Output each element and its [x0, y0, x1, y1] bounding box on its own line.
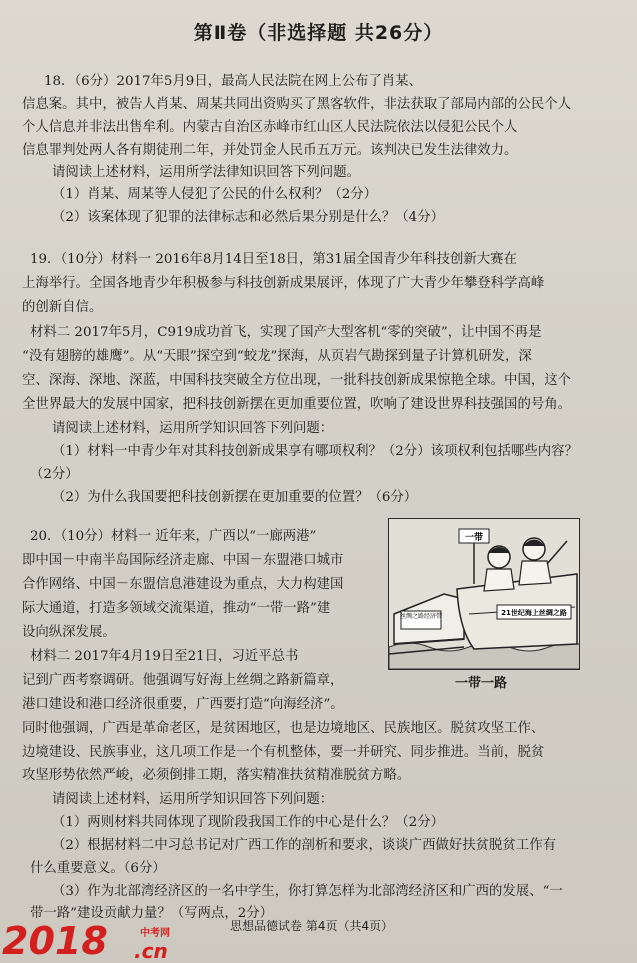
q18-line-2: 信息案。其中，被告人肖某、周某共同出资购买了黑客软件，非法获取了部局内部的公民个人 — [22, 97, 572, 112]
logo-sub-text: 中考网 — [140, 928, 170, 939]
q19-material-2-line-1: 材料二 2017年5月，C919成功首飞，实现了国产大型客机“零的突破”，让中国不再是 — [30, 325, 542, 340]
q19-material-2-line-2: “没有翅膀的雄鹰”。从“天眼”探空到“蛟龙”探海，从页岩气勘探到量子计算机研发，深 — [22, 349, 532, 364]
q20-line-3: 合作网络、中国－东盟信息港建设为重点，大力构建国 — [22, 577, 344, 592]
site-logo — [0, 920, 200, 963]
q18-line-4: 信息罪判处两人各有期徒刑二年，并处罚金人民币五万元。该判决已发生法律效力。 — [22, 143, 518, 158]
q19-material-2-line-4: 全世界最大的发展中国家，把科技创新摆在更加重要位置，吹响了建设世界科技强国的号角。 — [22, 397, 572, 412]
flag-label: 一带 — [464, 533, 484, 543]
cartoon-caption: 一带一路 — [455, 676, 508, 691]
q18-line-3: 个人信息并非法出售牟利。内蒙古自治区赤峰市红山区人民法院依法以侵犯公民个人 — [22, 120, 518, 135]
q20-question-3: （3）作为北部湾经济区的一名中学生，你打算怎样为北部湾经济区和广西的发展、“一 — [52, 884, 563, 899]
q20-line-2: 即中国－中南半岛国际经济走廊、中国－东盟港口城市 — [22, 553, 344, 568]
q20-material-2-line-5: 边境建设、民族事业，这几项工作是一个有机整体，要一并研究、同步推进。当前，脱贫 — [22, 745, 545, 760]
q20-material-2-line-3: 港口建设和港口经济很重要，广西要打造“向海经济”。 — [22, 697, 344, 712]
q18-line-1: 18．（6分）2017年5月9日，最高人民法院在网上公布了肖某、 — [44, 74, 422, 89]
q20-question-1: （1）两则材料共同体现了现阶段我国工作的中心是什么？（2分） — [52, 815, 444, 830]
ship-label: 21世纪海上丝绸之路 — [501, 609, 567, 617]
q19-line-3: 的创新自信。 — [22, 300, 103, 315]
logo-suffix-text: .cn — [134, 939, 168, 963]
belt-road-cartoon — [388, 518, 580, 670]
q18-question-1: （1）肖某、周某等人侵犯了公民的什么权利？（2分） — [52, 187, 378, 202]
footer-bar — [0, 920, 637, 963]
section-title: 第Ⅱ卷（非选择题 共26分） — [193, 22, 444, 44]
q20-line-5: 设向纵深发展。 — [22, 625, 116, 640]
q19-instruction: 请阅读上述材料，运用所学知识回答下列问题： — [52, 421, 334, 436]
logo-main-text: 2018 — [2, 920, 108, 963]
q18-question-2: （2）该案体现了犯罪的法律标志和必然后果分别是什么？（4分） — [52, 210, 444, 225]
q20-question-2: （2）根据材料二中习总书记对广西工作的剖析和要求，谈谈广西做好扶贫脱贫工作有 — [52, 838, 556, 853]
q19-line-1: 19．（10分）材料一 2016年8月14日至18日，第31届全国青少年科技创新大赛在 — [30, 252, 517, 267]
q20-line-1: 20．（10分）材料一 近年来，广西以“一廊两港” — [30, 529, 317, 544]
q20-material-2-line-4: 同时他强调，广西是革命老区，是贫困地区，也是边境地区、民族地区。脱贫攻坚工作、 — [22, 721, 545, 736]
q18-line-5: 请阅读上述材料，运用所学法律知识回答下列问题。 — [52, 165, 360, 180]
q20-material-2-line-1: 材料二 2017年4月19日至21日，习近平总书 — [30, 649, 299, 664]
q20-material-2-line-6: 攻坚形势依然严峻，必须倒排工期，落实精准扶贫精准脱贫方略。 — [22, 768, 411, 783]
q19-line-2: 上海举行。全国各地青少年积极参与科技创新成果展评，体现了广大青少年攀登科学高峰 — [22, 276, 545, 291]
q20-question-3-cont: 带一路”建设贡献力量？（写两点，2分） — [30, 906, 274, 921]
q19-question-1-score: （2分） — [30, 467, 79, 482]
q20-instruction: 请阅读上述材料，运用所学知识回答下列问题： — [52, 792, 334, 807]
page-footer-text: 思想品德试卷 第4页（共4页） — [230, 919, 394, 933]
q19-question-2: （2）为什么我国要把科技创新摆在更加重要的位置？（6分） — [52, 490, 418, 505]
q20-question-2-cont: 什么重要意义。（6分） — [30, 861, 166, 876]
train-label: 丝绸之路经济带 — [399, 613, 443, 620]
q20-line-4: 际大通道，打造多领域交流渠道，推动“一带一路”建 — [22, 601, 331, 616]
q19-question-1: （1）材料一中青少年对其科技创新成果享有哪项权利？（2分）该项权利包括哪些内容？ — [52, 444, 578, 459]
q19-material-2-line-3: 空、深海、深地、深蓝，中国科技突破全方位出现，一批科技创新成果惊艳全球。中国，这个 — [22, 373, 572, 388]
q20-material-2-line-2: 记到广西考察调研。他强调写好海上丝绸之路新篇章， — [22, 673, 344, 688]
